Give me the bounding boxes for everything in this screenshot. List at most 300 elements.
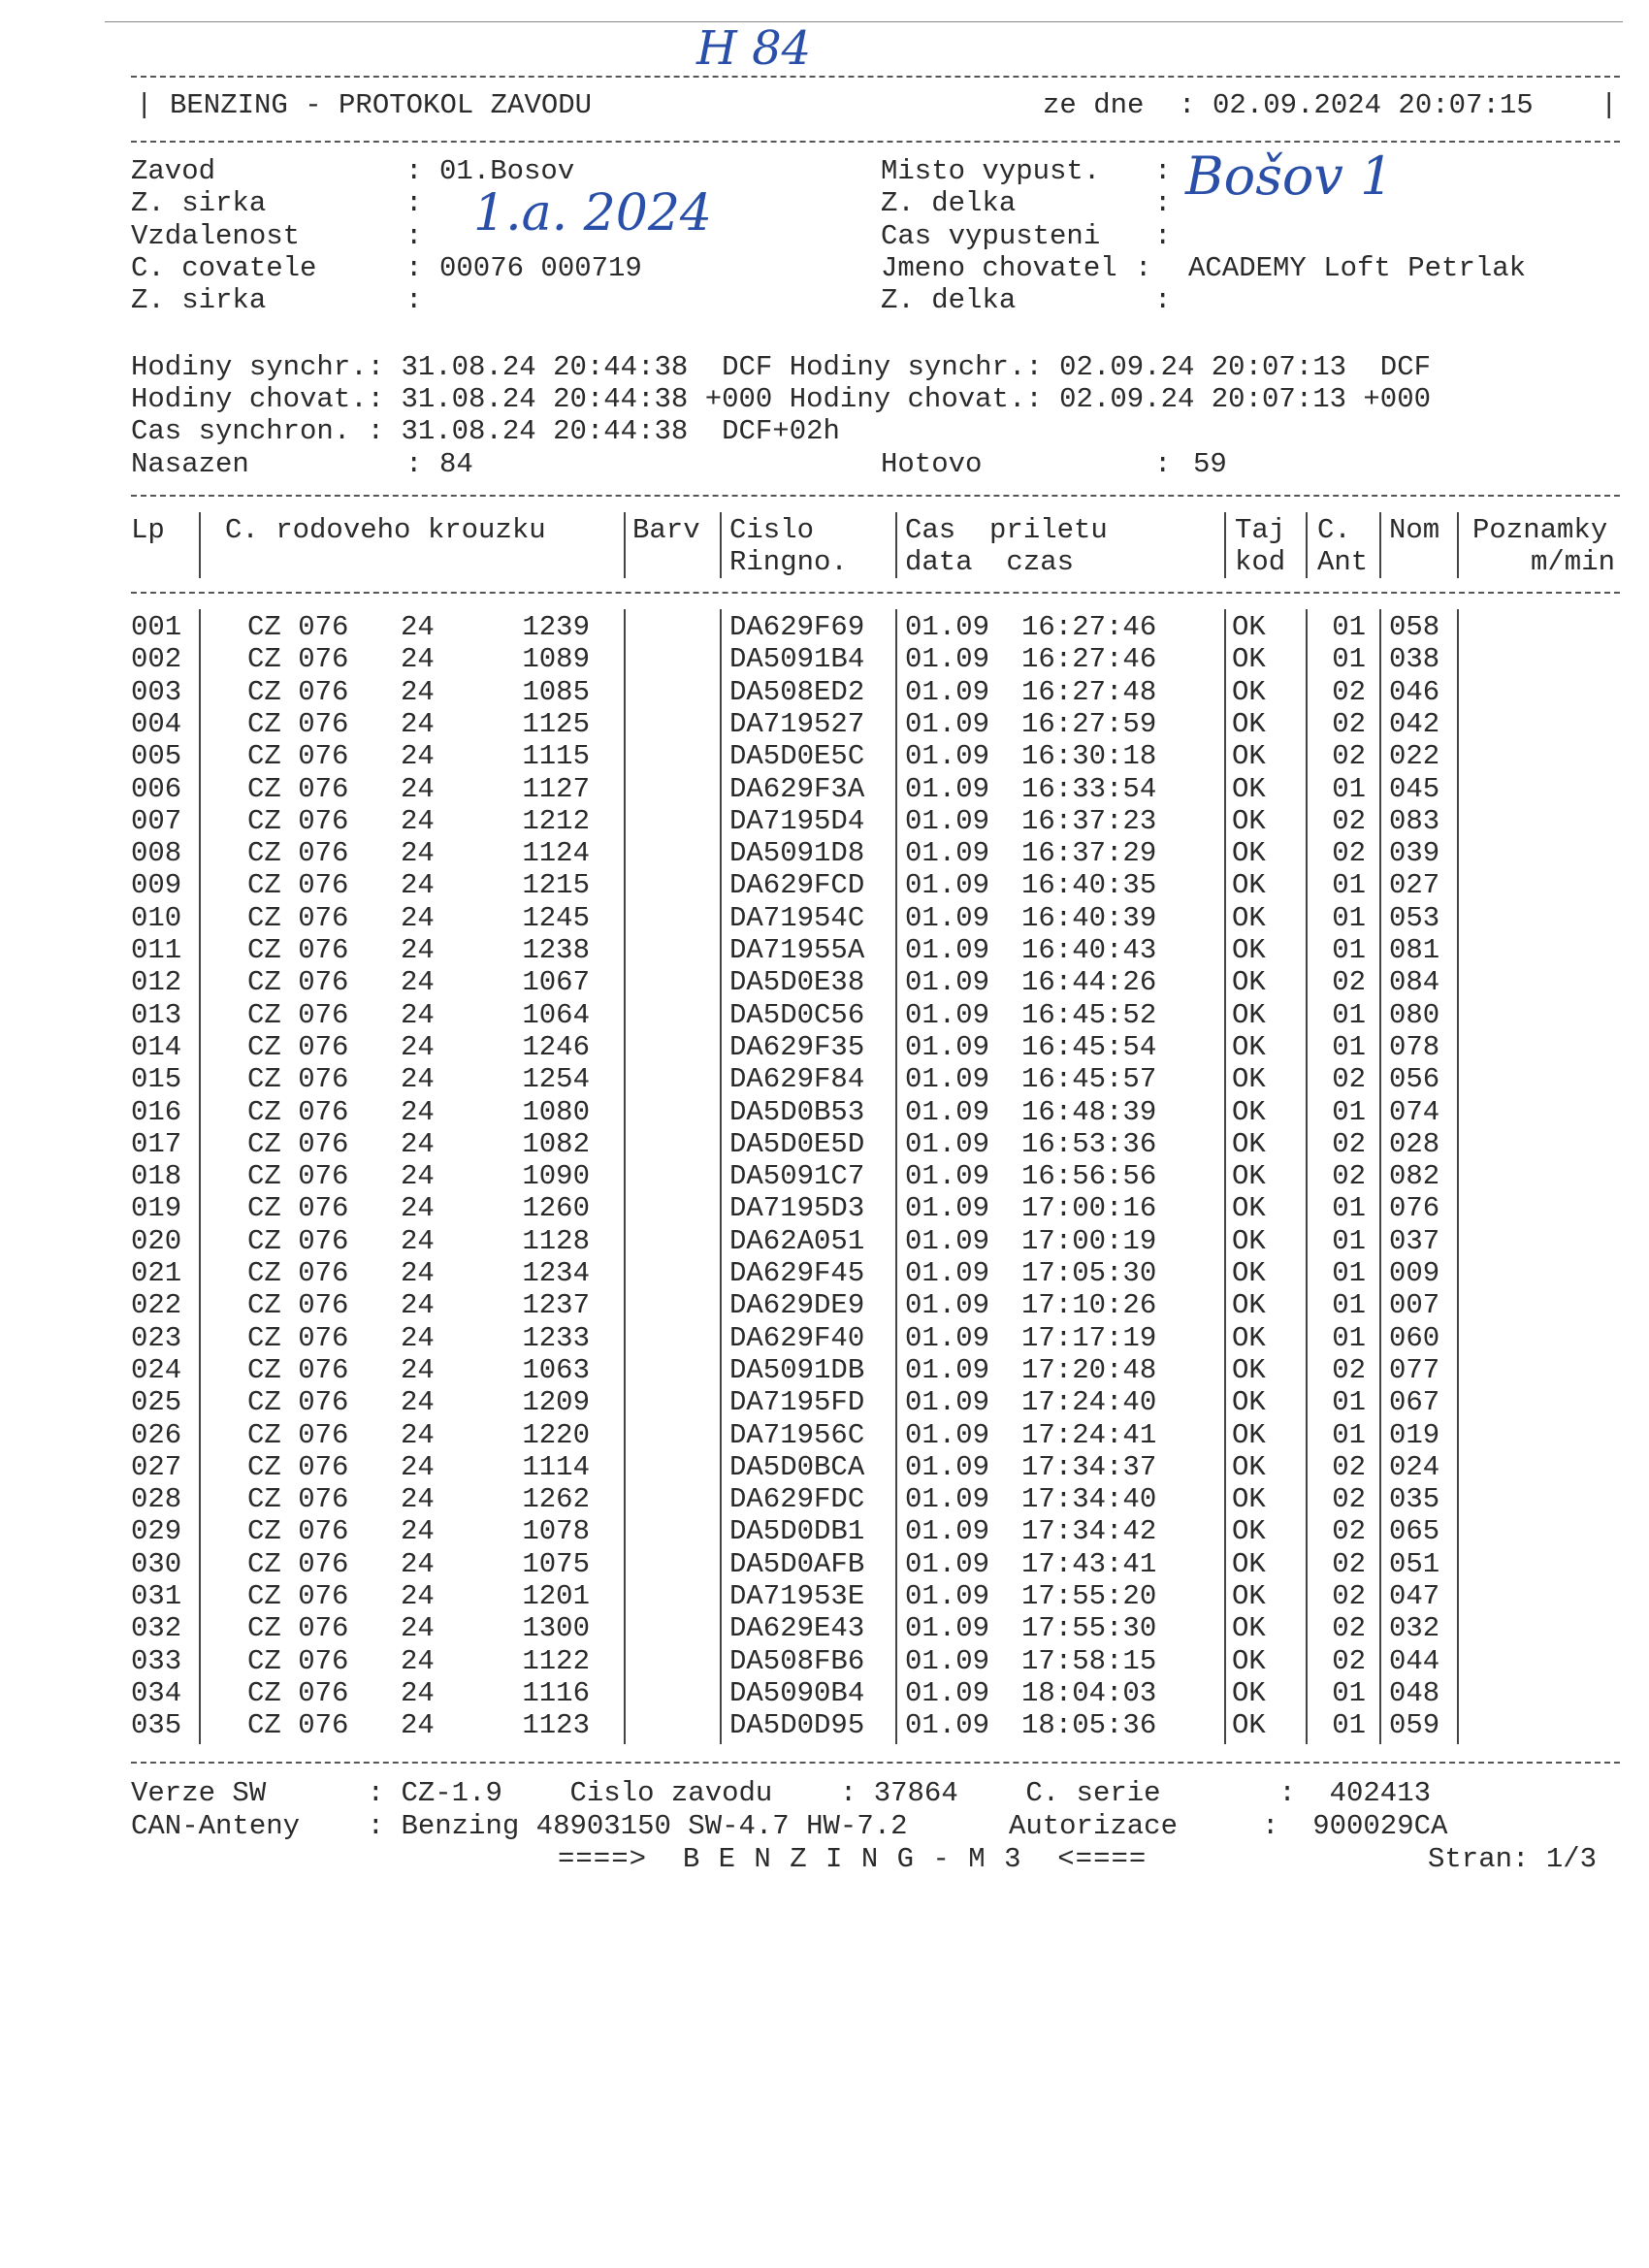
row-ring-number: 1089 xyxy=(522,643,590,676)
row-ring-number: 1115 xyxy=(522,740,590,773)
row-antenna: 01 xyxy=(1332,901,1366,934)
table-row xyxy=(0,1386,1649,1418)
row-date: 01.09 xyxy=(905,1483,990,1516)
row-time: 16:27:46 xyxy=(1021,611,1157,643)
divider xyxy=(131,592,1620,594)
row-lp: 019 xyxy=(131,1192,182,1225)
row-code: OK xyxy=(1232,675,1266,708)
breeder-number: 00076 000719 xyxy=(439,252,642,284)
row-antenna: 02 xyxy=(1332,740,1366,773)
row-date: 01.09 xyxy=(905,1450,990,1483)
row-code: OK xyxy=(1232,740,1266,773)
table-row xyxy=(0,1612,1649,1644)
info-label: Z. delka xyxy=(881,284,1017,316)
handwritten-top-mark: H 84 xyxy=(696,21,812,76)
row-country: CZ 076 xyxy=(247,1289,349,1322)
table-row xyxy=(0,1451,1649,1483)
row-country: CZ 076 xyxy=(247,901,349,934)
row-year: 24 xyxy=(401,1418,435,1451)
row-year: 24 xyxy=(401,934,435,966)
row-date: 01.09 xyxy=(905,1547,990,1580)
nasazen-value: 84 xyxy=(439,448,473,480)
column-separator xyxy=(624,609,626,1744)
column-separator xyxy=(720,609,722,1744)
row-code: OK xyxy=(1232,1289,1266,1322)
row-time: 17:00:19 xyxy=(1021,1224,1157,1257)
row-ringno: DA5D0BCA xyxy=(729,1450,865,1483)
header-separator xyxy=(624,512,626,578)
table-row xyxy=(0,934,1649,966)
row-year: 24 xyxy=(401,1321,435,1354)
row-year: 24 xyxy=(401,804,435,837)
row-time: 17:20:48 xyxy=(1021,1353,1157,1386)
row-code: OK xyxy=(1232,998,1266,1031)
row-ring-number: 1075 xyxy=(522,1547,590,1580)
row-nom: 081 xyxy=(1389,934,1440,966)
row-nom: 067 xyxy=(1389,1386,1440,1419)
row-lp: 034 xyxy=(131,1676,182,1709)
row-date: 01.09 xyxy=(905,772,990,805)
row-country: CZ 076 xyxy=(247,837,349,870)
info-label: Z. sirka xyxy=(131,284,267,316)
table-row xyxy=(0,999,1649,1031)
info-label: Z. sirka xyxy=(131,187,267,219)
info-label: Jmeno chovatel xyxy=(881,252,1117,284)
row-ring-number: 1125 xyxy=(522,707,590,740)
row-year: 24 xyxy=(401,675,435,708)
header-separator xyxy=(1306,512,1308,578)
info-colon: : xyxy=(1154,155,1172,187)
table-row xyxy=(0,643,1649,675)
row-antenna: 01 xyxy=(1332,1257,1366,1289)
row-nom: 007 xyxy=(1389,1289,1440,1322)
table-row xyxy=(0,1096,1649,1128)
row-year: 24 xyxy=(401,772,435,805)
row-antenna: 02 xyxy=(1332,1483,1366,1516)
row-nom: 045 xyxy=(1389,772,1440,805)
row-year: 24 xyxy=(401,1224,435,1257)
row-code: OK xyxy=(1232,643,1266,676)
row-ring-number: 1082 xyxy=(522,1127,590,1160)
row-date: 01.09 xyxy=(905,1289,990,1322)
breeder-name: ACADEMY Loft Petrlak xyxy=(1188,252,1527,284)
row-lp: 023 xyxy=(131,1321,182,1354)
row-ringno: DA5D0B53 xyxy=(729,1095,865,1128)
row-year: 24 xyxy=(401,1063,435,1096)
table-row xyxy=(0,966,1649,998)
row-country: CZ 076 xyxy=(247,804,349,837)
row-country: CZ 076 xyxy=(247,1547,349,1580)
row-time: 17:58:15 xyxy=(1021,1644,1157,1677)
row-date: 01.09 xyxy=(905,611,990,643)
divider xyxy=(131,76,1620,78)
column-separator xyxy=(1224,609,1226,1744)
row-code: OK xyxy=(1232,772,1266,805)
row-code: OK xyxy=(1232,869,1266,902)
row-year: 24 xyxy=(401,1709,435,1742)
row-ringno: DA5D0E38 xyxy=(729,966,865,999)
row-year: 24 xyxy=(401,611,435,643)
info-label: Cas vypusteni xyxy=(881,220,1101,252)
row-date: 01.09 xyxy=(905,934,990,966)
row-ringno: DA629F35 xyxy=(729,1030,865,1063)
table-row xyxy=(0,1031,1649,1063)
row-time: 16:40:43 xyxy=(1021,934,1157,966)
row-time: 16:33:54 xyxy=(1021,772,1157,805)
row-lp: 017 xyxy=(131,1127,182,1160)
row-country: CZ 076 xyxy=(247,611,349,643)
row-date: 01.09 xyxy=(905,1224,990,1257)
row-time: 18:04:03 xyxy=(1021,1676,1157,1709)
info-colon: : xyxy=(405,220,423,252)
row-ringno: DA5090B4 xyxy=(729,1676,865,1709)
row-nom: 024 xyxy=(1389,1450,1440,1483)
row-date: 01.09 xyxy=(905,1030,990,1063)
row-country: CZ 076 xyxy=(247,1257,349,1289)
row-antenna: 02 xyxy=(1332,675,1366,708)
row-nom: 083 xyxy=(1389,804,1440,837)
col-header-ant: Ant xyxy=(1317,546,1369,578)
table-row xyxy=(0,1419,1649,1451)
row-date: 01.09 xyxy=(905,675,990,708)
row-date: 01.09 xyxy=(905,869,990,902)
row-date: 01.09 xyxy=(905,837,990,870)
row-date: 01.09 xyxy=(905,1321,990,1354)
row-year: 24 xyxy=(401,1127,435,1160)
row-code: OK xyxy=(1232,1257,1266,1289)
row-date: 01.09 xyxy=(905,966,990,999)
row-country: CZ 076 xyxy=(247,1515,349,1548)
row-lp: 016 xyxy=(131,1095,182,1128)
row-year: 24 xyxy=(401,1483,435,1516)
row-code: OK xyxy=(1232,1580,1266,1612)
row-country: CZ 076 xyxy=(247,740,349,773)
row-year: 24 xyxy=(401,1547,435,1580)
row-ring-number: 1090 xyxy=(522,1160,590,1193)
row-country: CZ 076 xyxy=(247,675,349,708)
row-time: 17:24:41 xyxy=(1021,1418,1157,1451)
row-date: 01.09 xyxy=(905,1709,990,1742)
clock-breeder-row: Hodiny chovat.: 31.08.24 20:44:38 +000 Hodiny chovat.: 02.09.24 20:07:13 +000 xyxy=(131,383,1432,415)
row-ringno: DA5D0E5D xyxy=(729,1127,865,1160)
row-ringno: DA629F45 xyxy=(729,1257,865,1289)
row-antenna: 02 xyxy=(1332,1547,1366,1580)
row-antenna: 01 xyxy=(1332,934,1366,966)
row-ring-number: 1215 xyxy=(522,869,590,902)
row-date: 01.09 xyxy=(905,643,990,676)
row-code: OK xyxy=(1232,1515,1266,1548)
row-year: 24 xyxy=(401,643,435,676)
row-ringno: DA5D0C56 xyxy=(729,998,865,1031)
row-ring-number: 1209 xyxy=(522,1386,590,1419)
row-date: 01.09 xyxy=(905,740,990,773)
table-row xyxy=(0,740,1649,772)
row-time: 16:30:18 xyxy=(1021,740,1157,773)
table-row xyxy=(0,1515,1649,1547)
col-header-cas: Cas priletu xyxy=(905,514,1108,546)
row-ringno: DA7195FD xyxy=(729,1386,865,1419)
row-time: 17:34:40 xyxy=(1021,1483,1157,1516)
table-row xyxy=(0,1548,1649,1580)
row-nom: 022 xyxy=(1389,740,1440,773)
col-header-ringno: Ringno. xyxy=(729,546,848,578)
row-year: 24 xyxy=(401,1612,435,1645)
row-lp: 018 xyxy=(131,1160,182,1193)
row-ringno: DA62A051 xyxy=(729,1224,865,1257)
row-code: OK xyxy=(1232,1063,1266,1096)
row-ringno: DA71954C xyxy=(729,901,865,934)
row-ringno: DA7195D3 xyxy=(729,1192,865,1225)
row-country: CZ 076 xyxy=(247,1353,349,1386)
info-colon: : xyxy=(405,252,423,284)
row-ringno: DA5091DB xyxy=(729,1353,865,1386)
clock-synchron-row: Cas synchron. : 31.08.24 20:44:38 DCF+02h xyxy=(131,415,840,447)
row-date: 01.09 xyxy=(905,1192,990,1225)
row-ring-number: 1212 xyxy=(522,804,590,837)
row-time: 16:53:36 xyxy=(1021,1127,1157,1160)
row-ringno: DA5D0D95 xyxy=(729,1709,865,1742)
row-ring-number: 1080 xyxy=(522,1095,590,1128)
row-code: OK xyxy=(1232,1321,1266,1354)
row-time: 17:00:16 xyxy=(1021,1192,1157,1225)
row-nom: 048 xyxy=(1389,1676,1440,1709)
row-time: 17:34:42 xyxy=(1021,1515,1157,1548)
handwritten-place-note: Bošov 1 xyxy=(1185,146,1394,207)
row-antenna: 01 xyxy=(1332,772,1366,805)
row-time: 16:45:57 xyxy=(1021,1063,1157,1096)
row-year: 24 xyxy=(401,1289,435,1322)
row-antenna: 01 xyxy=(1332,998,1366,1031)
row-nom: 042 xyxy=(1389,707,1440,740)
row-time: 16:44:26 xyxy=(1021,966,1157,999)
row-lp: 027 xyxy=(131,1450,182,1483)
row-lp: 020 xyxy=(131,1224,182,1257)
table-row xyxy=(0,869,1649,901)
row-time: 16:37:23 xyxy=(1021,804,1157,837)
row-ring-number: 1078 xyxy=(522,1515,590,1548)
row-date: 01.09 xyxy=(905,1386,990,1419)
row-year: 24 xyxy=(401,837,435,870)
row-country: CZ 076 xyxy=(247,643,349,676)
row-nom: 047 xyxy=(1389,1580,1440,1612)
row-lp: 003 xyxy=(131,675,182,708)
col-header-data-czas: data czas xyxy=(905,546,1075,578)
row-nom: 046 xyxy=(1389,675,1440,708)
row-time: 17:43:41 xyxy=(1021,1547,1157,1580)
row-ring-number: 1067 xyxy=(522,966,590,999)
row-country: CZ 076 xyxy=(247,1127,349,1160)
row-code: OK xyxy=(1232,611,1266,643)
footer-brand: ====> B E N Z I N G - M 3 <==== xyxy=(558,1843,1148,1875)
row-ringno: DA629F40 xyxy=(729,1321,865,1354)
table-row xyxy=(0,676,1649,708)
row-ringno: DA629FDC xyxy=(729,1483,865,1516)
row-lp: 004 xyxy=(131,707,182,740)
row-nom: 076 xyxy=(1389,1192,1440,1225)
row-date: 01.09 xyxy=(905,1127,990,1160)
col-header-cislo: Cislo xyxy=(729,514,815,546)
row-lp: 033 xyxy=(131,1644,182,1677)
table-row xyxy=(0,611,1649,643)
row-time: 17:10:26 xyxy=(1021,1289,1157,1322)
col-header-taj: Taj xyxy=(1235,514,1286,546)
row-ring-number: 1122 xyxy=(522,1644,590,1677)
info-label: Misto vypust. xyxy=(881,155,1101,187)
row-time: 17:05:30 xyxy=(1021,1257,1157,1289)
header-separator xyxy=(1379,512,1381,578)
row-date: 01.09 xyxy=(905,1580,990,1612)
row-ring-number: 1127 xyxy=(522,772,590,805)
row-ring-number: 1238 xyxy=(522,934,590,966)
row-country: CZ 076 xyxy=(247,1063,349,1096)
row-nom: 060 xyxy=(1389,1321,1440,1354)
table-row xyxy=(0,1580,1649,1612)
row-ringno: DA719527 xyxy=(729,707,865,740)
row-time: 16:45:54 xyxy=(1021,1030,1157,1063)
row-time: 16:40:35 xyxy=(1021,869,1157,902)
row-ring-number: 1239 xyxy=(522,611,590,643)
row-ring-number: 1128 xyxy=(522,1224,590,1257)
row-code: OK xyxy=(1232,1030,1266,1063)
row-antenna: 01 xyxy=(1332,1418,1366,1451)
row-date: 01.09 xyxy=(905,1257,990,1289)
row-year: 24 xyxy=(401,998,435,1031)
row-antenna: 02 xyxy=(1332,1353,1366,1386)
row-code: OK xyxy=(1232,1450,1266,1483)
row-code: OK xyxy=(1232,1676,1266,1709)
row-code: OK xyxy=(1232,1192,1266,1225)
row-lp: 025 xyxy=(131,1386,182,1419)
divider xyxy=(131,1762,1620,1764)
col-header-c: C. xyxy=(1317,514,1351,546)
row-ringno: DA629DE9 xyxy=(729,1289,865,1322)
row-country: CZ 076 xyxy=(247,998,349,1031)
row-lp: 029 xyxy=(131,1515,182,1548)
row-ring-number: 1234 xyxy=(522,1257,590,1289)
table-row xyxy=(0,708,1649,740)
column-separator xyxy=(895,609,897,1744)
row-lp: 008 xyxy=(131,837,182,870)
row-date: 01.09 xyxy=(905,1612,990,1645)
row-lp: 005 xyxy=(131,740,182,773)
row-ringno: DA629E43 xyxy=(729,1612,865,1645)
row-year: 24 xyxy=(401,707,435,740)
row-lp: 032 xyxy=(131,1612,182,1645)
row-ring-number: 1254 xyxy=(522,1063,590,1096)
row-lp: 002 xyxy=(131,643,182,676)
row-lp: 026 xyxy=(131,1418,182,1451)
row-date: 01.09 xyxy=(905,804,990,837)
hotovo-label: Hotovo xyxy=(881,448,983,480)
row-nom: 037 xyxy=(1389,1224,1440,1257)
row-time: 16:45:52 xyxy=(1021,998,1157,1031)
row-code: OK xyxy=(1232,1483,1266,1516)
row-code: OK xyxy=(1232,934,1266,966)
row-time: 16:48:39 xyxy=(1021,1095,1157,1128)
report-date-value: 02.09.2024 20:07:15 xyxy=(1212,89,1534,121)
info-colon: : xyxy=(405,155,423,187)
row-ringno: DA5091B4 xyxy=(729,643,865,676)
row-country: CZ 076 xyxy=(247,1676,349,1709)
row-time: 17:55:20 xyxy=(1021,1580,1157,1612)
row-nom: 051 xyxy=(1389,1547,1440,1580)
hotovo-value: 59 xyxy=(1193,448,1227,480)
row-nom: 009 xyxy=(1389,1257,1440,1289)
row-code: OK xyxy=(1232,1095,1266,1128)
table-row xyxy=(0,1645,1649,1677)
row-nom: 074 xyxy=(1389,1095,1440,1128)
row-ringno: DA5D0E5C xyxy=(729,740,865,773)
header-separator xyxy=(1224,512,1226,578)
info-label: Zavod xyxy=(131,155,216,187)
table-row xyxy=(0,1354,1649,1386)
col-header-nom: Nom xyxy=(1389,514,1440,546)
row-ring-number: 1262 xyxy=(522,1483,590,1516)
row-ringno: DA5D0DB1 xyxy=(729,1515,865,1548)
row-lp: 014 xyxy=(131,1030,182,1063)
column-separator xyxy=(1457,609,1459,1744)
row-time: 16:27:48 xyxy=(1021,675,1157,708)
table-row xyxy=(0,1192,1649,1224)
col-header-poznamky: Poznamky xyxy=(1472,514,1608,546)
row-lp: 006 xyxy=(131,772,182,805)
row-nom: 039 xyxy=(1389,837,1440,870)
header-separator xyxy=(720,512,722,578)
row-antenna: 02 xyxy=(1332,1450,1366,1483)
row-country: CZ 076 xyxy=(247,1224,349,1257)
row-ringno: DA71953E xyxy=(729,1580,865,1612)
row-ring-number: 1085 xyxy=(522,675,590,708)
row-time: 16:27:46 xyxy=(1021,643,1157,676)
row-antenna: 01 xyxy=(1332,1192,1366,1225)
row-ring-number: 1245 xyxy=(522,901,590,934)
row-nom: 077 xyxy=(1389,1353,1440,1386)
row-ring-number: 1114 xyxy=(522,1450,590,1483)
row-date: 01.09 xyxy=(905,1676,990,1709)
row-code: OK xyxy=(1232,1224,1266,1257)
row-nom: 027 xyxy=(1389,869,1440,902)
row-ringno: DA5D0AFB xyxy=(729,1547,865,1580)
divider xyxy=(131,495,1620,497)
row-lp: 011 xyxy=(131,934,182,966)
row-country: CZ 076 xyxy=(247,966,349,999)
row-antenna: 01 xyxy=(1332,1095,1366,1128)
col-header-mmin: m/min xyxy=(1531,546,1616,578)
row-antenna: 02 xyxy=(1332,837,1366,870)
row-nom: 082 xyxy=(1389,1160,1440,1193)
row-country: CZ 076 xyxy=(247,1580,349,1612)
row-nom: 035 xyxy=(1389,1483,1440,1516)
row-lp: 030 xyxy=(131,1547,182,1580)
row-antenna: 01 xyxy=(1332,611,1366,643)
info-label: C. covatele xyxy=(131,252,317,284)
row-antenna: 01 xyxy=(1332,1289,1366,1322)
row-antenna: 01 xyxy=(1332,1224,1366,1257)
row-lp: 031 xyxy=(131,1580,182,1612)
row-year: 24 xyxy=(401,740,435,773)
info-colon: : xyxy=(1154,220,1172,252)
header-separator xyxy=(1457,512,1459,578)
row-year: 24 xyxy=(401,1192,435,1225)
row-lp: 035 xyxy=(131,1709,182,1742)
row-lp: 013 xyxy=(131,998,182,1031)
row-ring-number: 1237 xyxy=(522,1289,590,1322)
column-separator xyxy=(1379,609,1381,1744)
row-time: 18:05:36 xyxy=(1021,1709,1157,1742)
col-header-ring: C. rodoveho krouzku xyxy=(225,514,546,546)
header-separator xyxy=(895,512,897,578)
row-time: 16:56:56 xyxy=(1021,1160,1157,1193)
